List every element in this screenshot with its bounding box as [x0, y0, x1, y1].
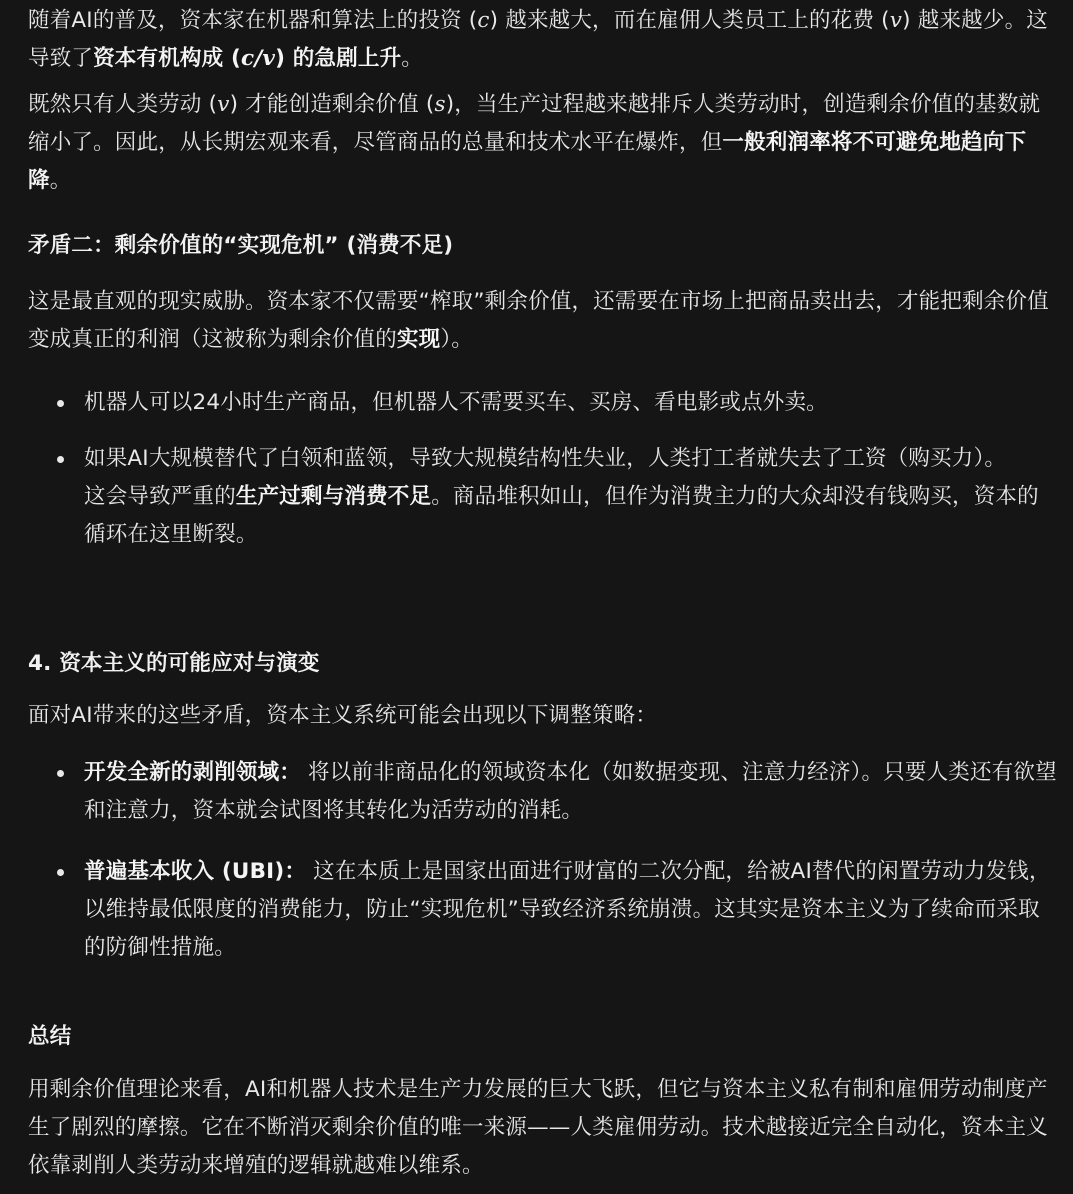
math-v: v — [889, 8, 903, 33]
text: 。 — [401, 46, 423, 71]
math-c: c — [477, 8, 490, 33]
bold-text: 实现 — [396, 327, 441, 352]
math-c-over-v: c/v — [241, 46, 276, 71]
paragraph-summary: 用剩余价值理论来看，AI和机器人技术是生产力发展的巨大飞跃，但它与资本主义私有制和雇佣劳动制度产生了剧烈的摩擦。它在不断消灭剩余价值的唯一来源——人类雇佣劳动。技术越接近完全自动化，资本主义依靠剥削人类劳动来增殖的逻辑就越难以维系。 — [28, 1077, 1048, 1178]
bold-text: 生产过剩与消费不足 — [235, 484, 432, 509]
text: ) 越来越少。这导致了 — [28, 8, 1048, 71]
math-s: s — [434, 92, 446, 117]
bold-text: 普遍基本收入 (UBI)： — [84, 859, 307, 884]
bold-text: ) 的急剧上升 — [275, 46, 402, 71]
bold-text: 一般利润率将不可避免地趋向下降 — [28, 130, 1027, 193]
bullet-icon — [57, 456, 64, 463]
list-item — [84, 754, 1059, 830]
list-item: 机器人可以24小时生产商品，但机器人不需要买车、买房、看电影或点外卖。 — [84, 390, 828, 415]
text: ）。 — [440, 327, 473, 352]
paragraph-intro-strategies: 面对AI带来的这些矛盾，资本主义系统可能会出现以下调整策略： — [28, 703, 658, 728]
text: ) 才能创造剩余价值 ( — [229, 92, 435, 117]
text: 将以前非商品化的领域资本化（如数据变现、注意力经济）。只要人类还有欲望和注意力，资本就会试图将其转化为活劳动的消耗。 — [84, 760, 1057, 823]
text: 既然只有人类劳动 ( — [28, 92, 218, 117]
paragraph-realization — [28, 283, 1059, 359]
bullet-icon — [57, 770, 64, 777]
text: 这会导致严重的 — [84, 484, 236, 509]
list-item — [84, 853, 1059, 967]
bold-text: 资本有机构成 ( — [93, 46, 242, 71]
text: 这是最直观的现实威胁。资本家不仅需要“榨取”剩余价值，还需要在市场上把商品卖出去，才能把剩余价值变成真正的利润（这被称为剩余价值的 — [28, 289, 1049, 352]
text: 。商品堆积如山，但作为消费主力的大众却没有钱购买，资本的循环在这里断裂。 — [84, 484, 1039, 547]
section-heading-summary: 总结 — [28, 1024, 72, 1049]
text: 这在本质上是国家出面进行财富的二次分配，给被AI替代的闲置劳动力发钱，以维持最低限度的消费能力，防止“实现危机”导致经济系统崩溃。这其实是资本主义为了续命而采取的防御性措施。 — [84, 859, 1051, 960]
section-heading-4: 4. 资本主义的可能应对与演变 — [28, 651, 320, 676]
bullet-icon — [57, 869, 64, 876]
text: )，当生产过程越来越排斥人类劳动时，创造剩余价值的基数就缩小了。因此，从长期宏观来看，尽管商品的总量和技术水平在爆炸，但 — [28, 92, 1041, 155]
bullet-icon — [57, 400, 64, 407]
list-item — [84, 440, 1059, 554]
text: ) 越来越大，而在雇佣人类员工上的花费 ( — [489, 8, 890, 33]
text: 。 — [49, 168, 72, 193]
bold-text: 开发全新的剥削领域： — [84, 760, 302, 785]
math-v: v — [217, 92, 230, 117]
paragraph-profit-rate — [28, 86, 1059, 200]
paragraph-organic-composition — [28, 2, 1059, 78]
text: 如果AI大规模替代了白领和蓝领，导致大规模结构性失业，人类打工者就失去了工资（购买力）。 — [84, 446, 1007, 471]
section-heading-contradiction-two: 矛盾二：剩余价值的“实现危机” (消费不足) — [28, 233, 454, 258]
text: 随着AI的普及，资本家在机器和算法上的投资 ( — [28, 8, 478, 33]
